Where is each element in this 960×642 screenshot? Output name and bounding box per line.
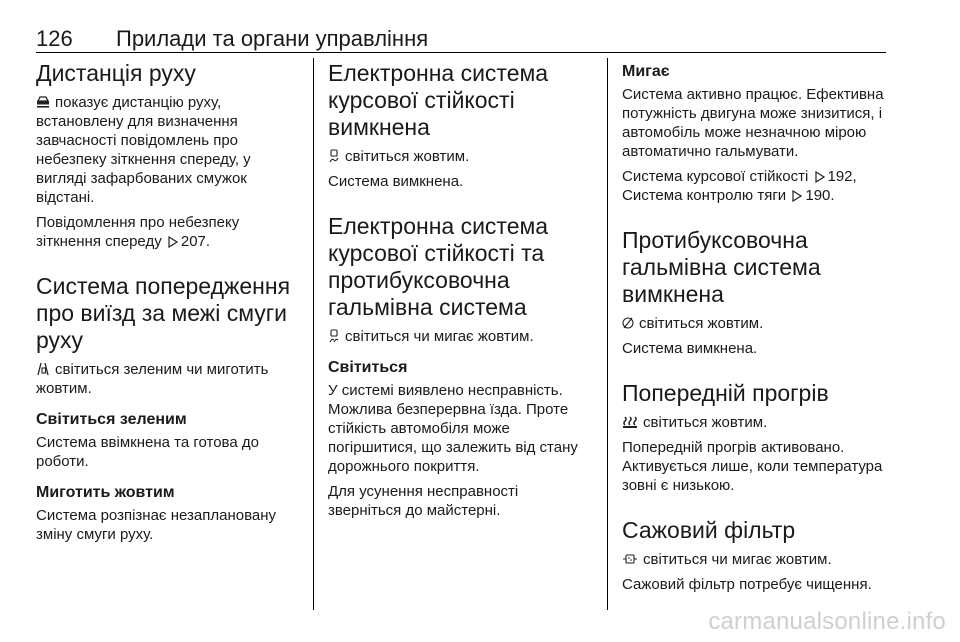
paragraph: Система вимкнена. (328, 173, 464, 190)
lane-departure-icon (36, 362, 50, 376)
paragraph: Система курсової стійкості 192, Система контролю тяги 190. (622, 168, 857, 204)
paragraph: Система вимкнена. (622, 340, 758, 357)
page-number: 126 (36, 26, 73, 51)
paragraph: Система розпізнає незаплановану зміну смуги руху. (36, 507, 277, 543)
page-header (36, 22, 886, 53)
watermark: carmanualsonline.info (708, 608, 946, 635)
page-reference[interactable]: 192, (827, 168, 857, 185)
section-title: Попередній прогрів (622, 380, 829, 406)
soot-filter-icon (622, 552, 638, 566)
page-reference-arrow-icon (168, 236, 178, 248)
traction-off-icon (622, 316, 634, 330)
glow-plug-icon (622, 415, 638, 429)
esc-off-icon (328, 149, 340, 163)
section-title: Дистанція руху (36, 60, 196, 86)
subheading: Мигає (622, 63, 670, 80)
column-2 (328, 58, 594, 526)
paragraph: Повідомлення про небезпеку зіткнення спереду 207. (36, 214, 240, 250)
section-title: Система попередження про виїзд за межі смуги руху (36, 273, 291, 353)
page-reference[interactable]: 190. (805, 187, 835, 204)
subheading: Світиться (328, 359, 408, 376)
car-distance-icon (36, 95, 50, 109)
section-title: Протибуксовочна гальмівна система вимкнена (622, 227, 821, 307)
page-reference-arrow-icon (815, 171, 825, 183)
paragraph: світиться зеленим чи миготить жовтим. (36, 361, 269, 397)
section-title: Електронна система курсової стійкості та протибуксовочна гальмівна система (328, 213, 549, 320)
section-title: Сажовий фільтр (622, 517, 796, 543)
page-reference[interactable]: 207. (180, 233, 211, 250)
paragraph: Сажовий фільтр потребує чищення. (622, 576, 872, 593)
column-divider (607, 58, 608, 610)
section-title: Електронна система курсової стійкості вимкнена (328, 60, 549, 140)
paragraph: Попередній прогрів активовано. Активується лише, коли температура зовні є низькою. (622, 439, 883, 494)
paragraph: У системі виявлено несправність. Можлива безперервна їзда. Проте стійкість автомобіля може погіршитися, що залежить від стану дорожнього покриття. (328, 382, 578, 475)
paragraph: показує дистанцію руху, встановлену для визначення завчасності повідомлень про небезпеку зіткнення спереду, у вигляді зафарбованих смужок відстані. (36, 94, 251, 206)
chapter-title: Прилади та органи управління (116, 26, 429, 51)
paragraph: Система активно працює. Ефективна потужність двигуна може знизитися, і автомобіль може незначною мірою автоматично гальмувати. (622, 86, 884, 160)
esc-icon (328, 329, 340, 343)
subheading: Миготить жовтим (36, 484, 175, 501)
paragraph: Для усунення несправності зверніться до майстерні. (328, 483, 519, 519)
column-divider (313, 58, 314, 610)
paragraph: світиться жовтим. (622, 413, 886, 432)
subheading: Світиться зеленим (36, 411, 187, 428)
paragraph: світиться жовтим. (328, 147, 594, 166)
paragraph: світиться чи мигає жовтим. (622, 550, 886, 569)
paragraph: світиться чи мигає жовтим. (328, 327, 594, 346)
paragraph: Система ввімкнена та готова до роботи. (36, 434, 259, 470)
page-reference-arrow-icon (792, 190, 802, 202)
paragraph: світиться жовтим. (622, 314, 886, 333)
column-3 (622, 58, 886, 600)
column-1 (36, 58, 298, 550)
